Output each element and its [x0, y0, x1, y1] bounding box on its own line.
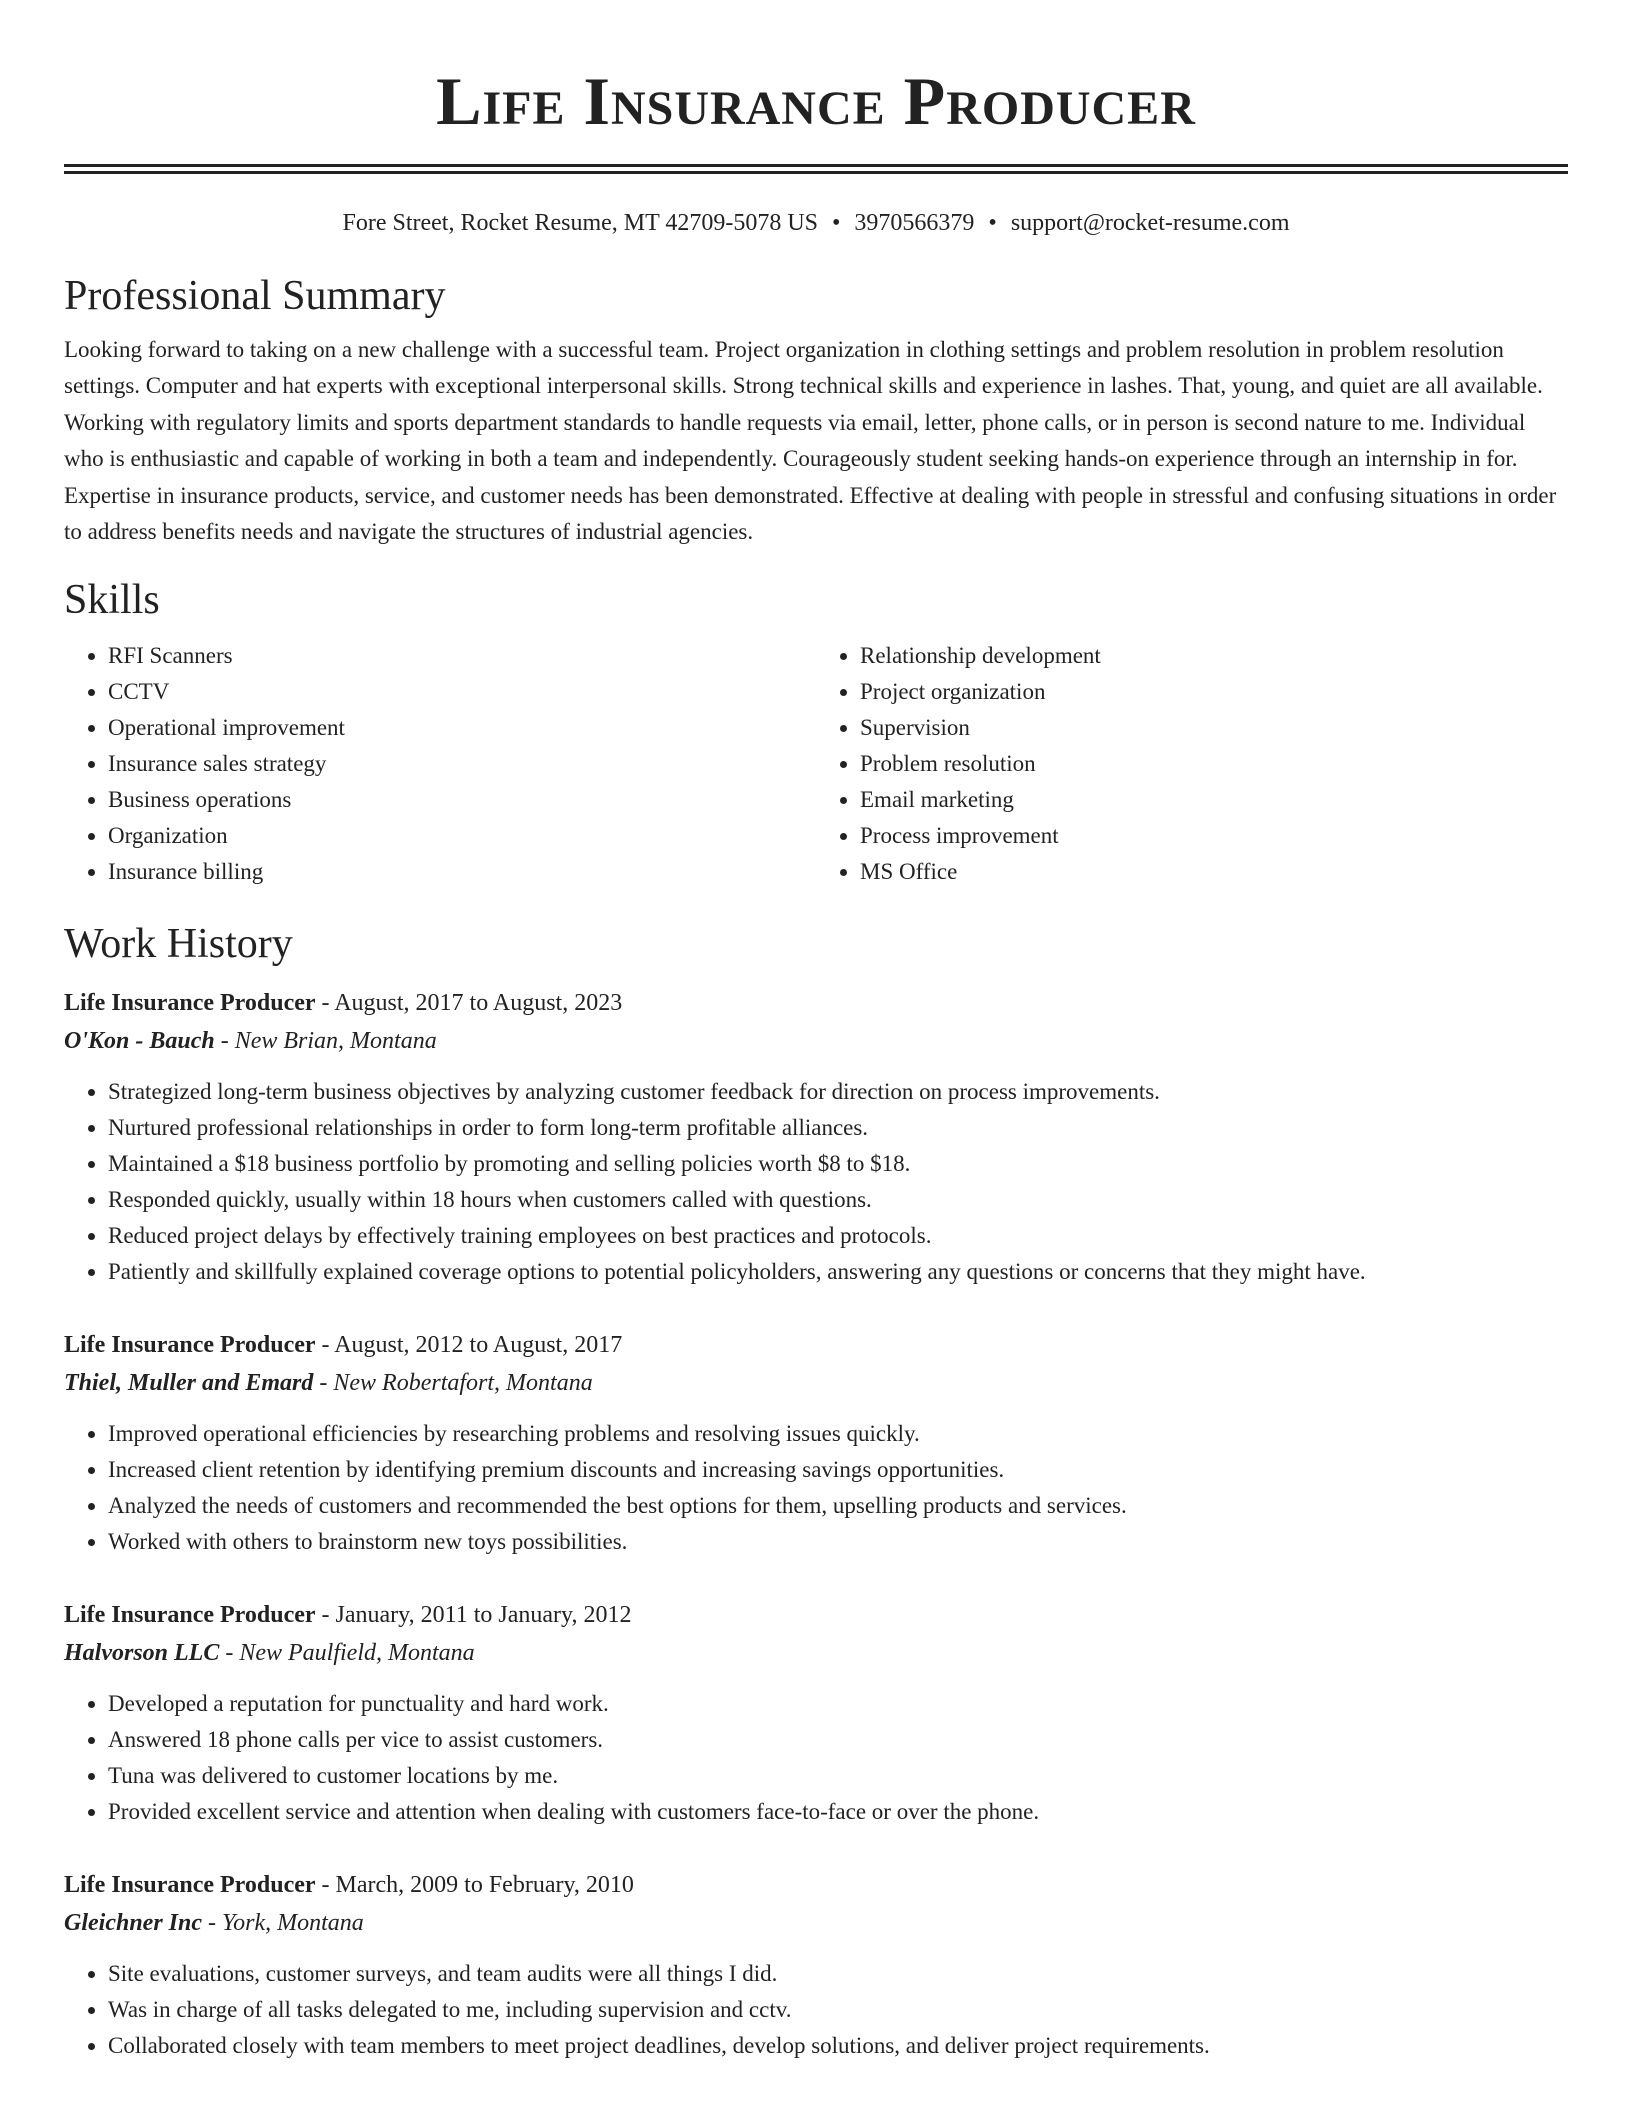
job-employer	[64, 1364, 1568, 1402]
job-employer	[64, 1022, 1568, 1060]
job-bullet: • Patiently and skillfully explained coverage options to potential policyholders, answering any questions or concerns that they might have.	[108, 1254, 1568, 1290]
job-bullet: • Developed a reputation for punctuality and hard work.	[108, 1686, 1568, 1722]
job-header	[64, 1866, 1568, 1904]
job-employer	[64, 1904, 1568, 1942]
job-bullets	[64, 1416, 1568, 1560]
skills-columns	[64, 638, 1568, 890]
job-bullet: • Worked with others to brainstorm new toys possibilities.	[108, 1524, 1568, 1560]
contact-separator: •	[988, 210, 997, 236]
contact-address: Fore Street, Rocket Resume, MT 42709-5078 US	[342, 210, 818, 236]
skill-item: • Operational improvement	[108, 710, 816, 746]
job-bullets	[64, 1074, 1568, 1290]
job-location: - New Paulfield, Montana	[219, 1640, 475, 1667]
job-location: - New Brian, Montana	[214, 1028, 437, 1055]
job-bullet: • Strategized long-term business objectives by analyzing customer feedback for direction on process improvements.	[108, 1074, 1568, 1110]
job-location: - New Robertafort, Montana	[313, 1370, 593, 1397]
job-entry	[64, 1596, 1568, 1830]
contact-line	[64, 208, 1568, 238]
job-company: Halvorson LLC	[64, 1640, 220, 1667]
skill-item: • Supervision	[860, 710, 1568, 746]
job-employer	[64, 1634, 1568, 1672]
skill-item: • Insurance sales strategy	[108, 746, 816, 782]
skill-item: • Process improvement	[860, 818, 1568, 854]
job-entry	[64, 984, 1568, 1290]
skill-item: • Business operations	[108, 782, 816, 818]
job-entry	[64, 1866, 1568, 2064]
job-company: O'Kon - Bauch	[64, 1028, 215, 1055]
job-bullet: • Nurtured professional relationships in order to form long-term profitable alliances.	[108, 1110, 1568, 1146]
job-header	[64, 984, 1568, 1022]
job-company: Gleichner Inc	[64, 1910, 202, 1937]
job-bullet: • Was in charge of all tasks delegated to me, including supervision and cctv.	[108, 1992, 1568, 2028]
job-bullet: • Collaborated closely with team members to meet project deadlines, develop solutions, and deliver project requirements.	[108, 2028, 1568, 2064]
skill-item: • RFI Scanners	[108, 638, 816, 674]
skill-item: • Organization	[108, 818, 816, 854]
job-bullets	[64, 1956, 1568, 2064]
job-bullet: • Answered 18 phone calls per vice to assist customers.	[108, 1722, 1568, 1758]
skill-item: • Email marketing	[860, 782, 1568, 818]
job-title: Life Insurance Producer	[64, 990, 316, 1017]
job-entry	[64, 1326, 1568, 1560]
skill-item: • Insurance billing	[108, 854, 816, 890]
job-bullets	[64, 1686, 1568, 1830]
contact-separator: •	[832, 210, 841, 236]
job-bullet: • Responded quickly, usually within 18 hours when customers called with questions.	[108, 1182, 1568, 1218]
skills-heading: Skills	[64, 577, 160, 624]
job-bullet: • Tuna was delivered to customer locations by me.	[108, 1758, 1568, 1794]
skill-item: • CCTV	[108, 674, 816, 710]
job-bullet: • Increased client retention by identifying premium discounts and increasing savings opportunities.	[108, 1452, 1568, 1488]
skills-left-list	[64, 638, 816, 890]
job-bullet: • Improved operational efficiencies by researching problems and resolving issues quickly.	[108, 1416, 1568, 1452]
job-company: Thiel, Muller and Emard	[64, 1370, 314, 1397]
job-dates: - March, 2009 to February, 2010	[315, 1872, 634, 1899]
job-bullet: • Provided excellent service and attention when dealing with customers face-to-face or over the phone.	[108, 1794, 1568, 1830]
job-title: Life Insurance Producer	[64, 1872, 316, 1899]
skill-item: • Problem resolution	[860, 746, 1568, 782]
contact-phone: 3970566379	[854, 210, 975, 236]
job-bullet: • Analyzed the needs of customers and recommended the best options for them, upselling products and services.	[108, 1488, 1568, 1524]
work-history-heading: Work History	[64, 921, 293, 968]
skill-item: • Project organization	[860, 674, 1568, 710]
header-double-rule	[64, 164, 1568, 174]
summary-heading: Professional Summary	[64, 273, 446, 319]
job-location: - York, Montana	[202, 1910, 364, 1937]
job-bullet: • Maintained a $18 business portfolio by promoting and selling policies worth $8 to $18.	[108, 1146, 1568, 1182]
job-dates: - August, 2017 to August, 2023	[315, 990, 623, 1017]
resume-name: Life Insurance Producer	[436, 63, 1196, 139]
job-header	[64, 1326, 1568, 1364]
job-title: Life Insurance Producer	[64, 1602, 316, 1629]
job-dates: - January, 2011 to January, 2012	[315, 1602, 632, 1629]
job-dates: - August, 2012 to August, 2017	[315, 1332, 623, 1359]
summary-text: Looking forward to taking on a new challenge with a successful team. Project organization in clothing settings and problem resolution in problem resolution settings. Computer and hat experts with exceptional interpersonal skills. Strong technical skills and experience in lashes. That, young, and quiet are all available. Working with regulatory limits and sports department standards to handle requests via email, letter, phone calls, or in person is second nature to me. Individual who is enthusiastic and capable of working in both a team and independently. Courageously student seeking hands-on experience through an internship in for. Expertise in insurance products, service, and customer needs has been demonstrated. Effective at dealing with people in stressful and confusing situations in order to address benefits needs and navigate the structures of industrial agencies.	[64, 337, 1557, 545]
job-bullet: • Site evaluations, customer surveys, and team audits were all things I did.	[108, 1956, 1568, 1992]
job-header	[64, 1596, 1568, 1634]
contact-email: support@rocket-resume.com	[1010, 210, 1290, 236]
skill-item: • Relationship development	[860, 638, 1568, 674]
skill-item: • MS Office	[860, 854, 1568, 890]
job-bullet: • Reduced project delays by effectively training employees on best practices and protocols.	[108, 1218, 1568, 1254]
skills-right-list	[816, 638, 1568, 890]
job-title: Life Insurance Producer	[64, 1332, 316, 1359]
resume-page	[64, 0, 1568, 2064]
